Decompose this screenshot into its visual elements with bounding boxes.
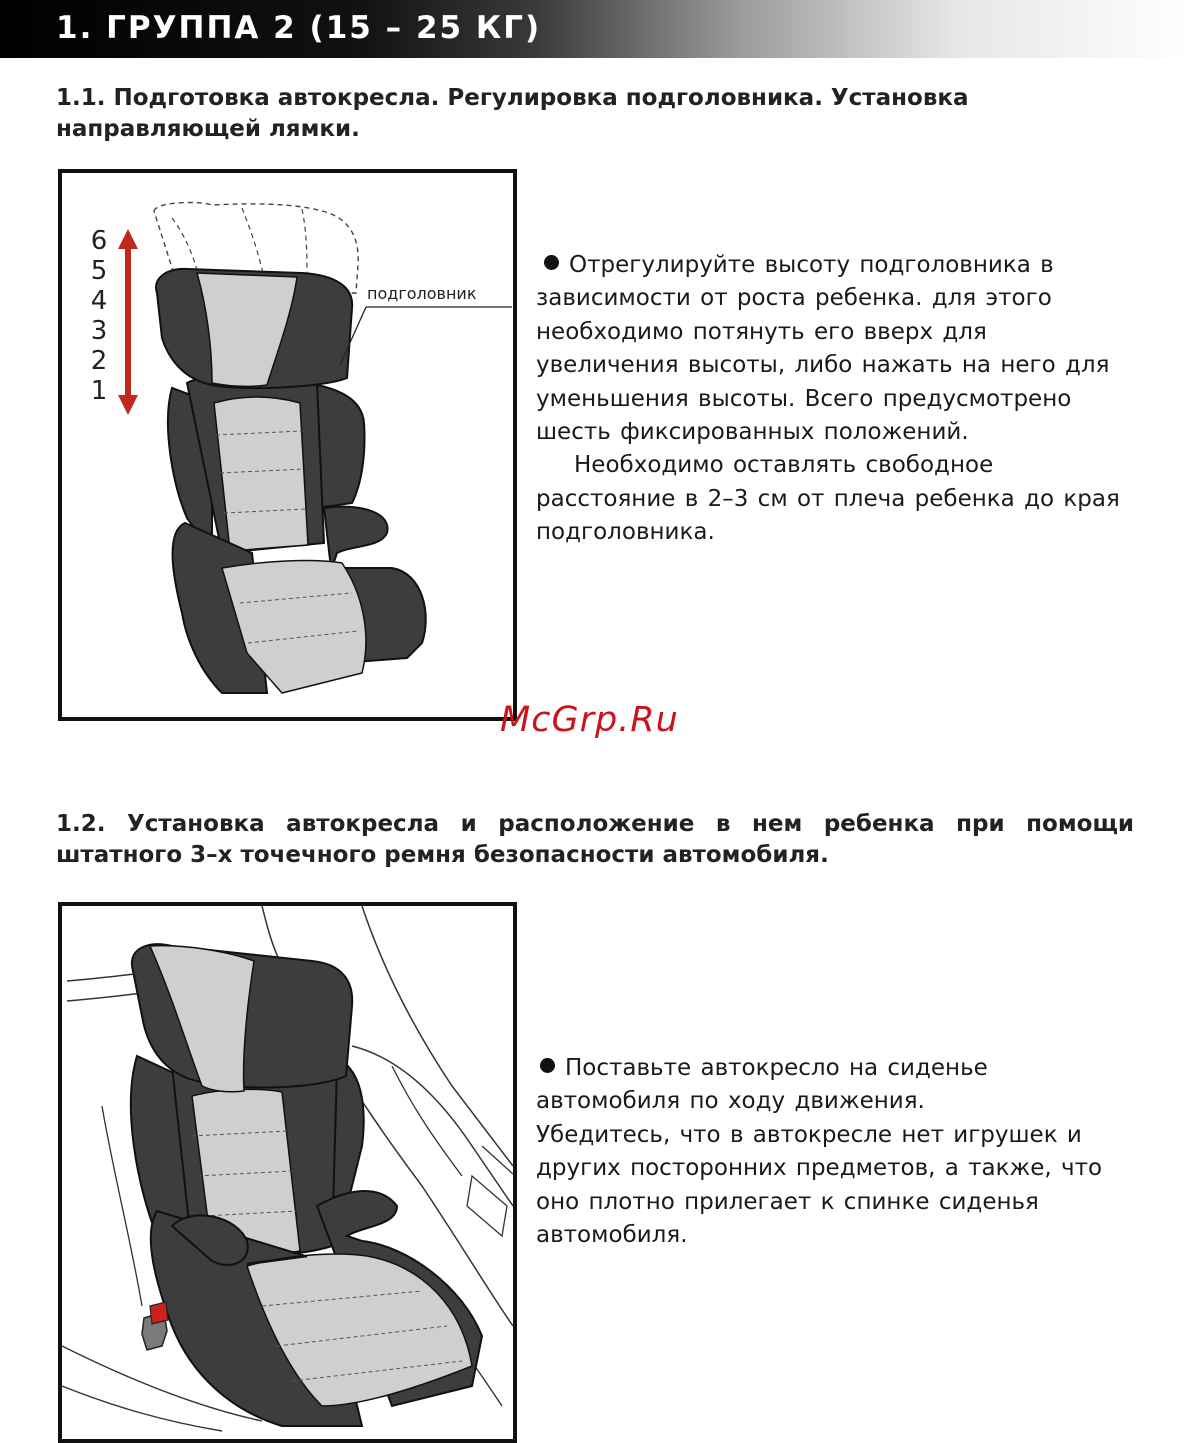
height-position-label: 3	[90, 316, 108, 346]
section-1-instructions	[536, 249, 1136, 550]
section-2-title: 1.2. Установка автокресла и расположение в нем ребенка при помощи штатного 3–х точечного ремня безопасности автомобиля.	[56, 811, 1134, 868]
height-position-label: 1	[90, 376, 108, 406]
instruction-paragraph: Необходимо оставлять свободное расстояние в 2–3 см от плеча ребенка до края подголовника.	[536, 452, 1120, 546]
instruction-paragraph: Убедитесь, что в автокресле нет игрушек и других посторонних предметов, а также, что оно плотно прилегает к спинке сиденья автомобиля.	[536, 1121, 1103, 1249]
instruction-paragraph	[536, 1052, 1136, 1119]
seat-installation-figure	[58, 902, 517, 1443]
bullet-dot-icon	[540, 1058, 555, 1073]
page-title: 1. ГРУППА 2 (15 – 25 КГ)	[56, 10, 542, 46]
headrest-callout-label: подголовник	[367, 284, 477, 303]
height-position-scale	[86, 226, 112, 406]
headrest-adjustment-figure	[58, 169, 517, 721]
height-position-label: 4	[90, 286, 108, 316]
section-2-instructions	[536, 1052, 1136, 1252]
bullet-dot-icon	[544, 255, 559, 270]
callout-leader-line	[332, 301, 532, 381]
instruction-text: Поставьте автокресло на сиденье автомобиля по ходу движения.	[536, 1055, 988, 1115]
height-position-label: 2	[90, 346, 108, 376]
header-bar	[0, 0, 1191, 58]
height-arrow-icon	[108, 229, 148, 419]
height-position-label: 5	[90, 256, 108, 286]
car-seat-installation-illustration	[62, 906, 513, 1439]
height-position-label: 6	[90, 226, 108, 256]
watermark: McGrp.Ru	[500, 700, 679, 740]
instruction-paragraph	[536, 249, 1136, 449]
instruction-text: Отрегулируйте высоту подголовника в зависимости от роста ребенка. для этого необходимо потянуть его вверх для увеличения высоты, либо нажать на него для уменьшения высоты. Всего предусмотрено шесть фиксированных положений.	[536, 252, 1110, 446]
section-1-title: 1.1. Подготовка автокресла. Регулировка подголовника. Установка направляющей лямки.	[56, 85, 969, 142]
